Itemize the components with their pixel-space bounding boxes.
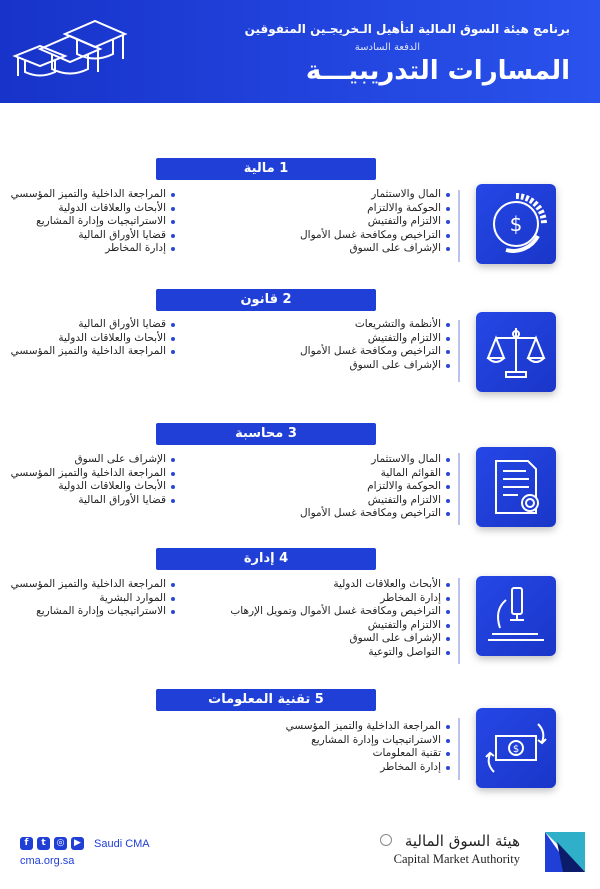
list-item: المراجعة الداخلية والتميز المؤسسي [0,345,175,359]
footer [0,826,600,889]
list-item: الإشراف على السوق [190,632,450,646]
social-links [20,837,150,850]
section-title: 4 إدارة [156,548,376,570]
list-item: الالتزام والتفتيش [190,215,450,229]
list-item: تقنية المعلومات [190,747,450,761]
certificate-document-icon [476,447,556,527]
list-item: الأبحاث والعلاقات الدولية [0,332,175,346]
list-item: قضايا الأوراق المالية [0,494,175,508]
list-item: الأبحاث والعلاقات الدولية [190,578,450,592]
list-item: الأبحاث والعلاقات الدولية [0,480,175,494]
section-title: 3 محاسبة [156,423,376,445]
youtube-icon[interactable]: ▶ [71,837,84,850]
list-item: الاستراتيجيات وإدارة المشاريع [0,215,175,229]
list-item: الحوكمة والالتزام [190,202,450,216]
list-item: الالتزام والتفتيش [190,332,450,346]
list-item: الاستراتيجيات وإدارة المشاريع [190,734,450,748]
section-left-list [0,578,175,619]
scales-icon [476,312,556,392]
list-item: قضايا الأوراق المالية [0,318,175,332]
finance-chart-icon [476,184,556,264]
list-item: المراجعة الداخلية والتميز المؤسسي [0,578,175,592]
microscope-icon [476,576,556,656]
twitter-icon[interactable]: t [37,837,50,850]
list-item: الأنظمة والتشريعات [190,318,450,332]
list-item: المال والاستثمار [190,188,450,202]
section-right-list [190,720,450,774]
cma-logo-icon [545,832,585,872]
org-name-english: Capital Market Authority [393,852,520,866]
list-item: إدارة المخاطر [0,242,175,256]
list-item: الالتزام والتفتيش [190,619,450,633]
list-item: الالتزام والتفتيش [190,494,450,508]
social-handle: Saudi CMA [94,837,150,850]
list-item: الإشراف على السوق [0,453,175,467]
list-item: إدارة المخاطر [190,761,450,775]
section-left-list [0,453,175,507]
section-right-list [190,453,450,521]
list-item: المراجعة الداخلية والتميز المؤسسي [0,188,175,202]
graduation-caps-icon [10,14,160,99]
org-name-arabic: هيئة السوق المالية [404,832,520,850]
list-item: الإشراف على السوق [190,242,450,256]
section-right-list [190,318,450,372]
list-item: إدارة المخاطر [190,592,450,606]
facebook-icon[interactable]: f [20,837,33,850]
website-link[interactable]: cma.org.sa [20,855,75,867]
section-right-list [190,188,450,256]
list-item: القوائم المالية [190,467,450,481]
list-item: الأبحاث والعلاقات الدولية [0,202,175,216]
section-left-list [0,318,175,359]
program-subtitle: برنامج هيئة السوق المالية لتأهيل الـخريجـين المتفوقين [244,22,570,36]
list-item: التراخيص ومكافحة غسل الأموال وتمويل الإرهاب [190,605,450,619]
list-item: الحوكمة والالتزام [190,480,450,494]
list-item: المراجعة الداخلية والتميز المؤسسي [190,720,450,734]
money-exchange-icon [476,708,556,788]
list-item: الاستراتيجيات وإدارة المشاريع [0,605,175,619]
section-left-list [0,188,175,256]
section-right-list [190,578,450,660]
seal-icon [380,834,392,846]
svg-text:$: $ [509,212,523,236]
list-item: الموارد البشرية [0,592,175,606]
svg-text:$: $ [512,744,520,755]
list-item: قضايا الأوراق المالية [0,229,175,243]
list-item: التراخيص ومكافحة غسل الأموال [190,229,450,243]
section-title: 2 قانون [156,289,376,311]
list-item: التراخيص ومكافحة غسل الأموال [190,507,450,521]
list-item: الإشراف على السوق [190,359,450,373]
page-title: المسارات التدريبيـــة [305,56,570,86]
list-item: التراخيص ومكافحة غسل الأموال [190,345,450,359]
section-title: 5 تقنية المعلومات [156,689,376,711]
instagram-icon[interactable]: ◎ [54,837,67,850]
batch-label: الدفعة السادسة [354,42,420,53]
list-item: المال والاستثمار [190,453,450,467]
header-banner [0,0,600,103]
list-item: المراجعة الداخلية والتميز المؤسسي [0,467,175,481]
list-item: التواصل والتوعية [190,646,450,660]
section-title: 1 مالية [156,158,376,180]
